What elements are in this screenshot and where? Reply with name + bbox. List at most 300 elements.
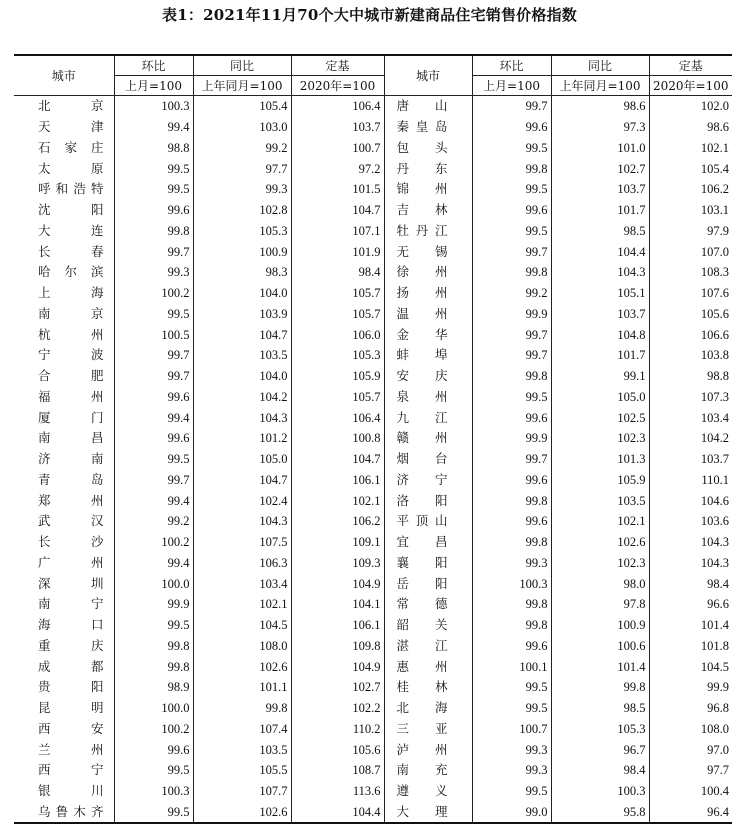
table-row xyxy=(14,739,732,760)
yoy-value: 102.3 xyxy=(551,553,649,574)
city-name: 天津 xyxy=(38,119,104,135)
mom-value: 99.4 xyxy=(114,490,193,511)
table-row xyxy=(14,698,732,719)
yoy-value: 103.7 xyxy=(551,179,649,200)
mom-value: 100.2 xyxy=(114,283,193,304)
fixed-base-value: 105.9 xyxy=(291,366,384,387)
mom-value: 100.7 xyxy=(472,719,551,740)
yoy-value: 101.4 xyxy=(551,656,649,677)
mom-base-label: 上月=100 xyxy=(114,76,193,96)
city-name: 吉林 xyxy=(384,200,472,221)
fixed-base-value: 107.6 xyxy=(649,283,732,304)
fixed-base-value: 107.1 xyxy=(291,221,384,242)
mom-value: 99.9 xyxy=(472,304,551,325)
city-name: 九江 xyxy=(384,407,472,428)
fixed-base-value: 109.3 xyxy=(291,553,384,574)
fixed-base-value: 107.0 xyxy=(649,241,732,262)
mom-value: 99.7 xyxy=(114,366,193,387)
fixed-base-value: 104.4 xyxy=(291,802,384,824)
yoy-base-label-2: 上年同月=100 xyxy=(551,76,649,96)
city-name: 深圳 xyxy=(38,575,104,591)
table-row xyxy=(14,781,732,802)
mom-value: 100.0 xyxy=(114,698,193,719)
yoy-value: 102.5 xyxy=(551,407,649,428)
yoy-value: 105.3 xyxy=(551,719,649,740)
mom-value: 99.5 xyxy=(114,615,193,636)
mom-value: 99.8 xyxy=(472,158,551,179)
mom-value: 99.5 xyxy=(472,781,551,802)
mom-value: 99.8 xyxy=(472,615,551,636)
yoy-value: 101.1 xyxy=(193,677,291,698)
fixed-base-value: 102.1 xyxy=(291,490,384,511)
yoy-value: 99.2 xyxy=(193,138,291,159)
yoy-value: 95.8 xyxy=(551,802,649,824)
table-row xyxy=(14,802,732,824)
yoy-value: 97.7 xyxy=(193,158,291,179)
city-name: 哈尔滨 xyxy=(38,264,104,280)
mom-value: 99.6 xyxy=(114,739,193,760)
yoy-value: 104.3 xyxy=(551,262,649,283)
yoy-value: 104.7 xyxy=(193,324,291,345)
city-name: 宁波 xyxy=(38,347,104,363)
mom-value: 99.7 xyxy=(472,345,551,366)
city-name: 乌鲁木齐 xyxy=(14,802,114,824)
mom-value: 99.7 xyxy=(472,449,551,470)
city-name: 湛江 xyxy=(384,636,472,657)
mom-value: 100.3 xyxy=(114,781,193,802)
mom-value: 99.8 xyxy=(114,636,193,657)
mom-value: 99.5 xyxy=(114,802,193,824)
table-row xyxy=(14,615,732,636)
yoy-base-label: 上年同月=100 xyxy=(193,76,291,96)
mom-value: 99.3 xyxy=(472,553,551,574)
fixed-base-value: 106.6 xyxy=(649,324,732,345)
mom-value: 99.8 xyxy=(114,221,193,242)
yoy-value: 102.3 xyxy=(551,428,649,449)
table-row xyxy=(14,719,732,740)
fixed-base-label-2: 2020年=100 xyxy=(649,76,732,96)
mom-value: 99.7 xyxy=(472,96,551,117)
fixed-base-value: 103.8 xyxy=(649,345,732,366)
mom-value: 99.3 xyxy=(114,262,193,283)
yoy-value: 99.1 xyxy=(551,366,649,387)
yoy-value: 100.9 xyxy=(551,615,649,636)
yoy-value: 103.9 xyxy=(193,304,291,325)
fixed-base-value: 106.4 xyxy=(291,96,384,117)
city-name: 上海 xyxy=(38,285,104,301)
mom-value: 99.5 xyxy=(114,449,193,470)
fixed-base-value: 103.4 xyxy=(649,407,732,428)
mom-value: 99.6 xyxy=(114,387,193,408)
mom-value: 99.6 xyxy=(114,200,193,221)
mom-value: 99.5 xyxy=(472,179,551,200)
mom-column-header-2: 环比 xyxy=(472,55,551,76)
city-name: 沈阳 xyxy=(38,202,104,218)
fixed-base-value: 100.8 xyxy=(291,428,384,449)
yoy-value: 105.0 xyxy=(551,387,649,408)
city-name: 重庆 xyxy=(38,637,104,653)
fixed-base-value: 106.4 xyxy=(291,407,384,428)
city-name: 南京 xyxy=(38,305,104,321)
yoy-value: 105.4 xyxy=(193,96,291,117)
city-name: 桂林 xyxy=(384,677,472,698)
fixed-base-value: 103.7 xyxy=(649,449,732,470)
city-name: 无锡 xyxy=(384,241,472,262)
mom-base-label-2: 上月=100 xyxy=(472,76,551,96)
city-name: 洛阳 xyxy=(384,490,472,511)
city-name: 大连 xyxy=(38,222,104,238)
yoy-value: 103.5 xyxy=(193,345,291,366)
mom-value: 99.0 xyxy=(472,802,551,824)
mom-value: 99.6 xyxy=(472,200,551,221)
mom-value: 100.2 xyxy=(114,719,193,740)
mom-value: 99.3 xyxy=(472,760,551,781)
mom-value: 99.5 xyxy=(472,677,551,698)
fixed-base-value: 108.7 xyxy=(291,760,384,781)
city-name: 锦州 xyxy=(384,179,472,200)
fixed-base-value: 97.7 xyxy=(649,760,732,781)
mom-value: 99.6 xyxy=(472,407,551,428)
yoy-value: 107.7 xyxy=(193,781,291,802)
table-row xyxy=(14,96,732,117)
city-name: 呼和浩特 xyxy=(38,181,104,197)
fixed-base-value: 105.6 xyxy=(291,739,384,760)
mom-value: 99.6 xyxy=(472,117,551,138)
mom-value: 99.4 xyxy=(114,117,193,138)
yoy-value: 105.9 xyxy=(551,470,649,491)
fixed-base-value: 105.6 xyxy=(649,304,732,325)
mom-value: 99.5 xyxy=(114,304,193,325)
city-name: 石家庄 xyxy=(38,139,104,155)
table-row xyxy=(14,221,732,242)
yoy-value: 100.9 xyxy=(193,241,291,262)
mom-column-header: 环比 xyxy=(114,55,193,76)
mom-value: 99.8 xyxy=(472,594,551,615)
yoy-value: 103.5 xyxy=(193,739,291,760)
city-name: 遵义 xyxy=(384,781,472,802)
yoy-column-header-2: 同比 xyxy=(551,55,649,76)
city-name: 兰州 xyxy=(38,741,104,757)
city-name: 烟台 xyxy=(384,449,472,470)
fixed-base-value: 109.1 xyxy=(291,532,384,553)
yoy-value: 98.3 xyxy=(193,262,291,283)
fixed-base-value: 105.3 xyxy=(291,345,384,366)
mom-value: 99.8 xyxy=(472,490,551,511)
fixed-base-value: 103.7 xyxy=(291,117,384,138)
yoy-value: 102.6 xyxy=(551,532,649,553)
city-name: 济宁 xyxy=(384,470,472,491)
yoy-value: 98.5 xyxy=(551,221,649,242)
table-row xyxy=(14,387,732,408)
mom-value: 99.2 xyxy=(114,511,193,532)
yoy-value: 108.0 xyxy=(193,636,291,657)
mom-value: 99.2 xyxy=(472,283,551,304)
city-name: 南宁 xyxy=(38,596,104,612)
yoy-value: 104.3 xyxy=(193,511,291,532)
mom-value: 99.7 xyxy=(114,470,193,491)
yoy-value: 101.7 xyxy=(551,200,649,221)
city-name: 徐州 xyxy=(384,262,472,283)
fixed-base-value: 102.7 xyxy=(291,677,384,698)
yoy-value: 101.0 xyxy=(551,138,649,159)
mom-value: 99.8 xyxy=(472,366,551,387)
mom-value: 99.5 xyxy=(472,221,551,242)
yoy-value: 102.6 xyxy=(193,656,291,677)
table-row xyxy=(14,470,732,491)
yoy-value: 102.1 xyxy=(551,511,649,532)
fixed-base-value: 104.9 xyxy=(291,656,384,677)
yoy-value: 101.7 xyxy=(551,345,649,366)
fixed-base-value: 106.2 xyxy=(649,179,732,200)
mom-value: 99.8 xyxy=(114,656,193,677)
yoy-value: 106.3 xyxy=(193,553,291,574)
city-name: 银川 xyxy=(38,783,104,799)
mom-value: 99.7 xyxy=(472,241,551,262)
fixed-base-value: 98.8 xyxy=(649,366,732,387)
city-name: 郑州 xyxy=(38,492,104,508)
fixed-base-value: 106.1 xyxy=(291,615,384,636)
yoy-column-header: 同比 xyxy=(193,55,291,76)
city-name: 扬州 xyxy=(384,283,472,304)
city-name: 西宁 xyxy=(38,762,104,778)
mom-value: 99.8 xyxy=(472,532,551,553)
table-header xyxy=(14,55,732,96)
fixed-base-value: 105.7 xyxy=(291,387,384,408)
table-row xyxy=(14,636,732,657)
yoy-value: 98.0 xyxy=(551,573,649,594)
mom-value: 99.3 xyxy=(472,739,551,760)
fixed-base-value: 110.2 xyxy=(291,719,384,740)
table-row xyxy=(14,511,732,532)
fixed-base-column-header-2: 定基 xyxy=(649,55,732,76)
city-name: 秦皇岛 xyxy=(384,117,472,138)
yoy-value: 104.3 xyxy=(193,407,291,428)
yoy-value: 98.5 xyxy=(551,698,649,719)
mom-value: 99.9 xyxy=(472,428,551,449)
price-index-table xyxy=(14,54,732,824)
table-row xyxy=(14,532,732,553)
yoy-value: 104.2 xyxy=(193,387,291,408)
table-body xyxy=(14,96,732,824)
city-name: 长春 xyxy=(38,243,104,259)
table-row xyxy=(14,179,732,200)
fixed-base-value: 104.7 xyxy=(291,200,384,221)
city-name: 昆明 xyxy=(38,700,104,716)
fixed-base-value: 107.3 xyxy=(649,387,732,408)
table-row xyxy=(14,283,732,304)
mom-value: 99.6 xyxy=(472,636,551,657)
city-name: 赣州 xyxy=(384,428,472,449)
yoy-value: 98.6 xyxy=(551,96,649,117)
yoy-value: 96.7 xyxy=(551,739,649,760)
city-name: 岳阳 xyxy=(384,573,472,594)
city-name: 襄阳 xyxy=(384,553,472,574)
city-name: 宜昌 xyxy=(384,532,472,553)
fixed-base-value: 102.0 xyxy=(649,96,732,117)
table-row xyxy=(14,304,732,325)
city-name: 成都 xyxy=(38,658,104,674)
mom-value: 99.7 xyxy=(472,324,551,345)
fixed-base-value: 106.1 xyxy=(291,470,384,491)
fixed-base-value: 101.4 xyxy=(649,615,732,636)
mom-value: 99.9 xyxy=(114,594,193,615)
city-name: 唐山 xyxy=(384,96,472,117)
city-name: 平顶山 xyxy=(384,511,472,532)
fixed-base-value: 110.1 xyxy=(649,470,732,491)
yoy-value: 103.0 xyxy=(193,117,291,138)
fixed-base-value: 106.2 xyxy=(291,511,384,532)
mom-value: 99.5 xyxy=(472,138,551,159)
city-name: 福州 xyxy=(38,388,104,404)
city-name: 杭州 xyxy=(38,326,104,342)
yoy-value: 100.6 xyxy=(551,636,649,657)
table-row xyxy=(14,407,732,428)
page-title: 表1：2021年11月70个大中城市新建商品住宅销售价格指数 xyxy=(162,6,577,24)
fixed-base-label: 2020年=100 xyxy=(291,76,384,96)
fixed-base-value: 97.0 xyxy=(649,739,732,760)
city-name: 包头 xyxy=(384,138,472,159)
city-name: 牡丹江 xyxy=(384,221,472,242)
table-row xyxy=(14,573,732,594)
fixed-base-value: 104.6 xyxy=(649,490,732,511)
mom-value: 100.3 xyxy=(472,573,551,594)
mom-value: 99.7 xyxy=(114,345,193,366)
city-name: 厦门 xyxy=(38,409,104,425)
city-name: 贵阳 xyxy=(38,679,104,695)
table-row xyxy=(14,553,732,574)
yoy-value: 104.5 xyxy=(193,615,291,636)
fixed-base-value: 98.6 xyxy=(649,117,732,138)
mom-value: 98.9 xyxy=(114,677,193,698)
city-name: 蚌埠 xyxy=(384,345,472,366)
table-row xyxy=(14,324,732,345)
yoy-value: 104.8 xyxy=(551,324,649,345)
yoy-value: 99.3 xyxy=(193,179,291,200)
fixed-base-value: 108.3 xyxy=(649,262,732,283)
yoy-value: 107.4 xyxy=(193,719,291,740)
yoy-value: 105.5 xyxy=(193,760,291,781)
fixed-base-value: 103.1 xyxy=(649,200,732,221)
table-row xyxy=(14,594,732,615)
yoy-value: 104.7 xyxy=(193,470,291,491)
fixed-base-value: 105.7 xyxy=(291,283,384,304)
mom-value: 98.8 xyxy=(114,138,193,159)
fixed-base-value: 104.7 xyxy=(291,449,384,470)
table-row xyxy=(14,158,732,179)
fixed-base-value: 96.4 xyxy=(649,802,732,824)
fixed-base-value: 100.7 xyxy=(291,138,384,159)
table-row xyxy=(14,117,732,138)
city-name: 大理 xyxy=(384,802,472,824)
city-name: 南昌 xyxy=(38,430,104,446)
city-name: 青岛 xyxy=(38,471,104,487)
yoy-value: 100.3 xyxy=(551,781,649,802)
mom-value: 99.7 xyxy=(114,241,193,262)
fixed-base-value: 105.4 xyxy=(649,158,732,179)
yoy-value: 103.7 xyxy=(551,304,649,325)
mom-value: 100.2 xyxy=(114,532,193,553)
city-name: 武汉 xyxy=(38,513,104,529)
yoy-value: 105.0 xyxy=(193,449,291,470)
table-row xyxy=(14,262,732,283)
city-name: 合肥 xyxy=(38,368,104,384)
fixed-base-value: 102.2 xyxy=(291,698,384,719)
city-column-header-2: 城市 xyxy=(384,55,472,96)
city-name: 北京 xyxy=(38,98,104,114)
yoy-value: 99.8 xyxy=(193,698,291,719)
city-name: 常德 xyxy=(384,594,472,615)
yoy-value: 104.4 xyxy=(551,241,649,262)
fixed-base-value: 104.3 xyxy=(649,532,732,553)
mom-value: 99.4 xyxy=(114,553,193,574)
city-name: 三亚 xyxy=(384,719,472,740)
yoy-value: 105.1 xyxy=(551,283,649,304)
table-row xyxy=(14,760,732,781)
fixed-base-value: 104.5 xyxy=(649,656,732,677)
yoy-value: 99.8 xyxy=(551,677,649,698)
city-name: 温州 xyxy=(384,304,472,325)
table-row xyxy=(14,677,732,698)
yoy-value: 103.5 xyxy=(551,490,649,511)
mom-value: 99.8 xyxy=(472,262,551,283)
fixed-base-value: 96.8 xyxy=(649,698,732,719)
yoy-value: 102.7 xyxy=(551,158,649,179)
table-row xyxy=(14,241,732,262)
fixed-base-value: 98.4 xyxy=(291,262,384,283)
yoy-value: 102.4 xyxy=(193,490,291,511)
city-name: 惠州 xyxy=(384,656,472,677)
mom-value: 99.6 xyxy=(472,511,551,532)
city-name: 太原 xyxy=(38,160,104,176)
fixed-base-value: 97.2 xyxy=(291,158,384,179)
mom-value: 100.5 xyxy=(114,324,193,345)
fixed-base-value: 104.9 xyxy=(291,573,384,594)
yoy-value: 104.0 xyxy=(193,366,291,387)
fixed-base-value: 101.9 xyxy=(291,241,384,262)
city-name: 安庆 xyxy=(384,366,472,387)
table-row xyxy=(14,366,732,387)
yoy-value: 97.3 xyxy=(551,117,649,138)
city-name: 韶关 xyxy=(384,615,472,636)
yoy-value: 102.8 xyxy=(193,200,291,221)
mom-value: 99.5 xyxy=(472,698,551,719)
city-name: 泸州 xyxy=(384,739,472,760)
fixed-base-value: 104.2 xyxy=(649,428,732,449)
mom-value: 100.0 xyxy=(114,573,193,594)
mom-value: 100.3 xyxy=(114,96,193,117)
mom-value: 99.5 xyxy=(114,158,193,179)
table-row xyxy=(14,200,732,221)
city-column-header: 城市 xyxy=(14,55,114,96)
city-name: 南充 xyxy=(384,760,472,781)
city-name: 北海 xyxy=(384,698,472,719)
table-row xyxy=(14,428,732,449)
mom-value: 99.6 xyxy=(114,428,193,449)
mom-value: 99.6 xyxy=(472,470,551,491)
table-row xyxy=(14,345,732,366)
mom-value: 99.5 xyxy=(114,179,193,200)
city-name: 海口 xyxy=(38,617,104,633)
fixed-base-value: 108.0 xyxy=(649,719,732,740)
yoy-value: 103.4 xyxy=(193,573,291,594)
city-name: 济南 xyxy=(38,451,104,467)
yoy-value: 97.8 xyxy=(551,594,649,615)
fixed-base-column-header: 定基 xyxy=(291,55,384,76)
table-row xyxy=(14,138,732,159)
mom-value: 99.5 xyxy=(114,760,193,781)
yoy-value: 107.5 xyxy=(193,532,291,553)
fixed-base-value: 98.4 xyxy=(649,573,732,594)
